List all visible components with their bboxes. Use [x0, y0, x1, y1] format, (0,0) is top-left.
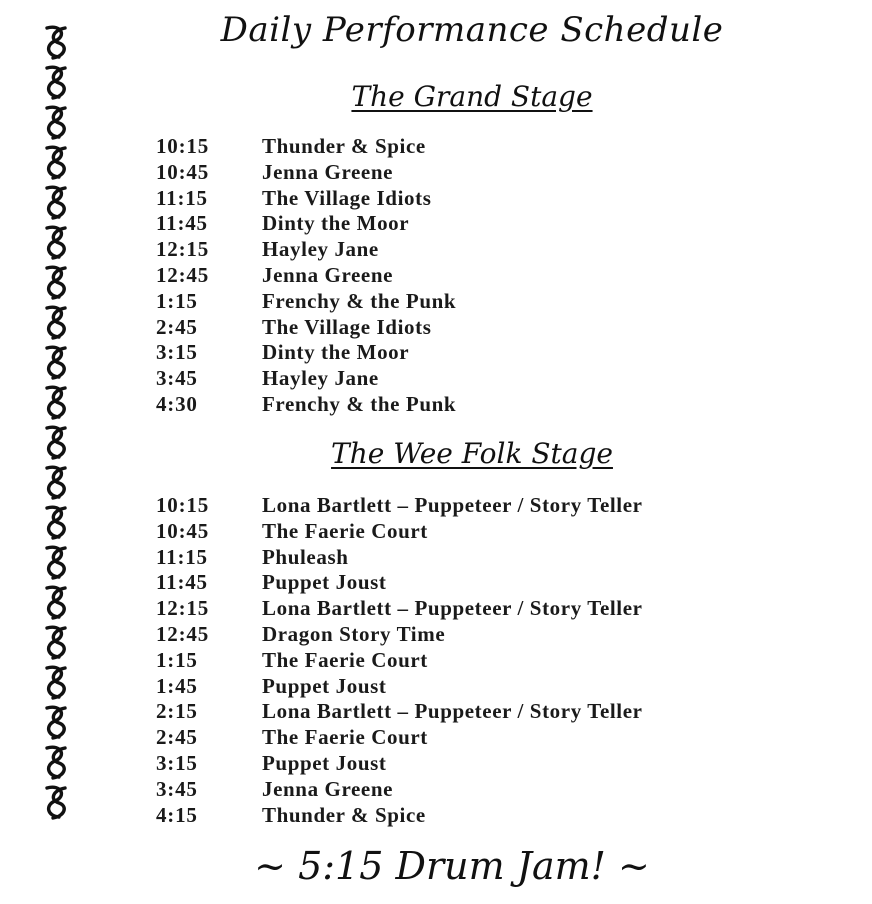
schedule-act: Hayley Jane — [262, 366, 379, 391]
schedule-act: Dinty the Moor — [262, 211, 410, 236]
schedule-time: 11:15 — [156, 185, 208, 210]
schedule-row — [156, 622, 643, 648]
wee-folk-stage-schedule — [156, 493, 643, 828]
schedule-row — [156, 186, 456, 212]
schedule-time: 11:45 — [156, 211, 208, 236]
drum-jam-footer: ~ 5:15 Drum Jam! ~ — [254, 844, 650, 888]
celtic-knot-icon — [39, 302, 73, 342]
schedule-act: The Faerie Court — [262, 647, 428, 672]
schedule-row — [156, 392, 456, 418]
schedule-row — [156, 777, 643, 803]
schedule-row — [156, 570, 643, 596]
schedule-row — [156, 545, 643, 571]
schedule-row — [156, 315, 456, 341]
celtic-knot-icon — [39, 342, 73, 382]
schedule-act: Jenna Greene — [262, 776, 394, 801]
grand-stage-schedule — [156, 134, 456, 418]
schedule-row — [156, 263, 456, 289]
celtic-knot-icon — [39, 622, 73, 662]
schedule-time: 3:15 — [156, 340, 198, 365]
schedule-row — [156, 211, 456, 237]
schedule-act: The Faerie Court — [262, 725, 428, 750]
celtic-knot-icon — [39, 662, 73, 702]
schedule-row — [156, 519, 643, 545]
celtic-knot-icon — [39, 262, 73, 302]
celtic-knot-icon — [39, 142, 73, 182]
schedule-act: Dinty the Moor — [262, 340, 410, 365]
schedule-act: Thunder & Spice — [262, 802, 426, 827]
celtic-knot-icon — [39, 502, 73, 542]
schedule-act: Puppet Joust — [262, 673, 387, 698]
celtic-knot-icon — [39, 582, 73, 622]
schedule-row — [156, 674, 643, 700]
schedule-act: Jenna Greene — [262, 262, 394, 287]
schedule-act: The Village Idiots — [262, 185, 432, 210]
schedule-time: 2:45 — [156, 314, 198, 339]
schedule-time: 3:45 — [156, 776, 198, 801]
schedule-row — [156, 366, 456, 392]
schedule-time: 12:15 — [156, 596, 209, 621]
schedule-time: 10:15 — [156, 493, 209, 517]
schedule-act: The Village Idiots — [262, 314, 432, 339]
schedule-row — [156, 803, 643, 829]
schedule-time: 11:45 — [156, 570, 208, 595]
schedule-time: 12:45 — [156, 262, 209, 287]
schedule-act: Frenchy & the Punk — [262, 391, 457, 416]
celtic-knot-icon — [39, 222, 73, 262]
schedule-row — [156, 751, 643, 777]
schedule-act: Lona Bartlett – Puppeteer / Story Teller — [262, 699, 643, 724]
schedule-row — [156, 725, 643, 751]
schedule-act: Jenna Greene — [262, 159, 394, 184]
celtic-knot-icon — [39, 782, 73, 822]
schedule-act: Thunder & Spice — [262, 134, 426, 158]
page-title: Daily Performance Schedule — [220, 10, 724, 50]
schedule-row — [156, 596, 643, 622]
wee-folk-stage-heading: The Wee Folk Stage — [331, 437, 613, 470]
decorative-border — [38, 22, 74, 822]
schedule-row — [156, 699, 643, 725]
schedule-row — [156, 289, 456, 315]
celtic-knot-icon — [39, 742, 73, 782]
schedule-time: 11:15 — [156, 544, 208, 569]
schedule-act: The Faerie Court — [262, 518, 428, 543]
schedule-time: 3:15 — [156, 750, 198, 775]
schedule-act: Dragon Story Time — [262, 621, 446, 646]
schedule-row — [156, 237, 456, 263]
schedule-time: 4:30 — [156, 391, 198, 416]
schedule-act: Phuleash — [262, 544, 349, 569]
schedule-act: Puppet Joust — [262, 750, 387, 775]
celtic-knot-icon — [39, 182, 73, 222]
schedule-act: Lona Bartlett – Puppeteer / Story Teller — [262, 493, 643, 517]
schedule-time: 3:45 — [156, 366, 198, 391]
celtic-knot-icon — [39, 382, 73, 422]
schedule-time: 12:45 — [156, 621, 209, 646]
celtic-knot-icon — [39, 542, 73, 582]
schedule-act: Frenchy & the Punk — [262, 288, 457, 313]
schedule-time: 10:45 — [156, 518, 209, 543]
schedule-time: 4:15 — [156, 802, 198, 827]
schedule-time: 10:45 — [156, 159, 209, 184]
schedule-row — [156, 340, 456, 366]
schedule-time: 1:15 — [156, 647, 198, 672]
schedule-time: 10:15 — [156, 134, 209, 158]
celtic-knot-icon — [39, 702, 73, 742]
grand-stage-heading: The Grand Stage — [351, 80, 593, 113]
schedule-time: 1:15 — [156, 288, 198, 313]
schedule-act: Hayley Jane — [262, 237, 379, 262]
schedule-act: Lona Bartlett – Puppeteer / Story Teller — [262, 596, 643, 621]
schedule-time: 2:45 — [156, 725, 198, 750]
schedule-row — [156, 648, 643, 674]
schedule-row — [156, 493, 643, 519]
schedule-time: 12:15 — [156, 237, 209, 262]
schedule-row — [156, 134, 456, 160]
schedule-row — [156, 160, 456, 186]
schedule-time: 2:15 — [156, 699, 198, 724]
schedule-time: 1:45 — [156, 673, 198, 698]
schedule-act: Puppet Joust — [262, 570, 387, 595]
